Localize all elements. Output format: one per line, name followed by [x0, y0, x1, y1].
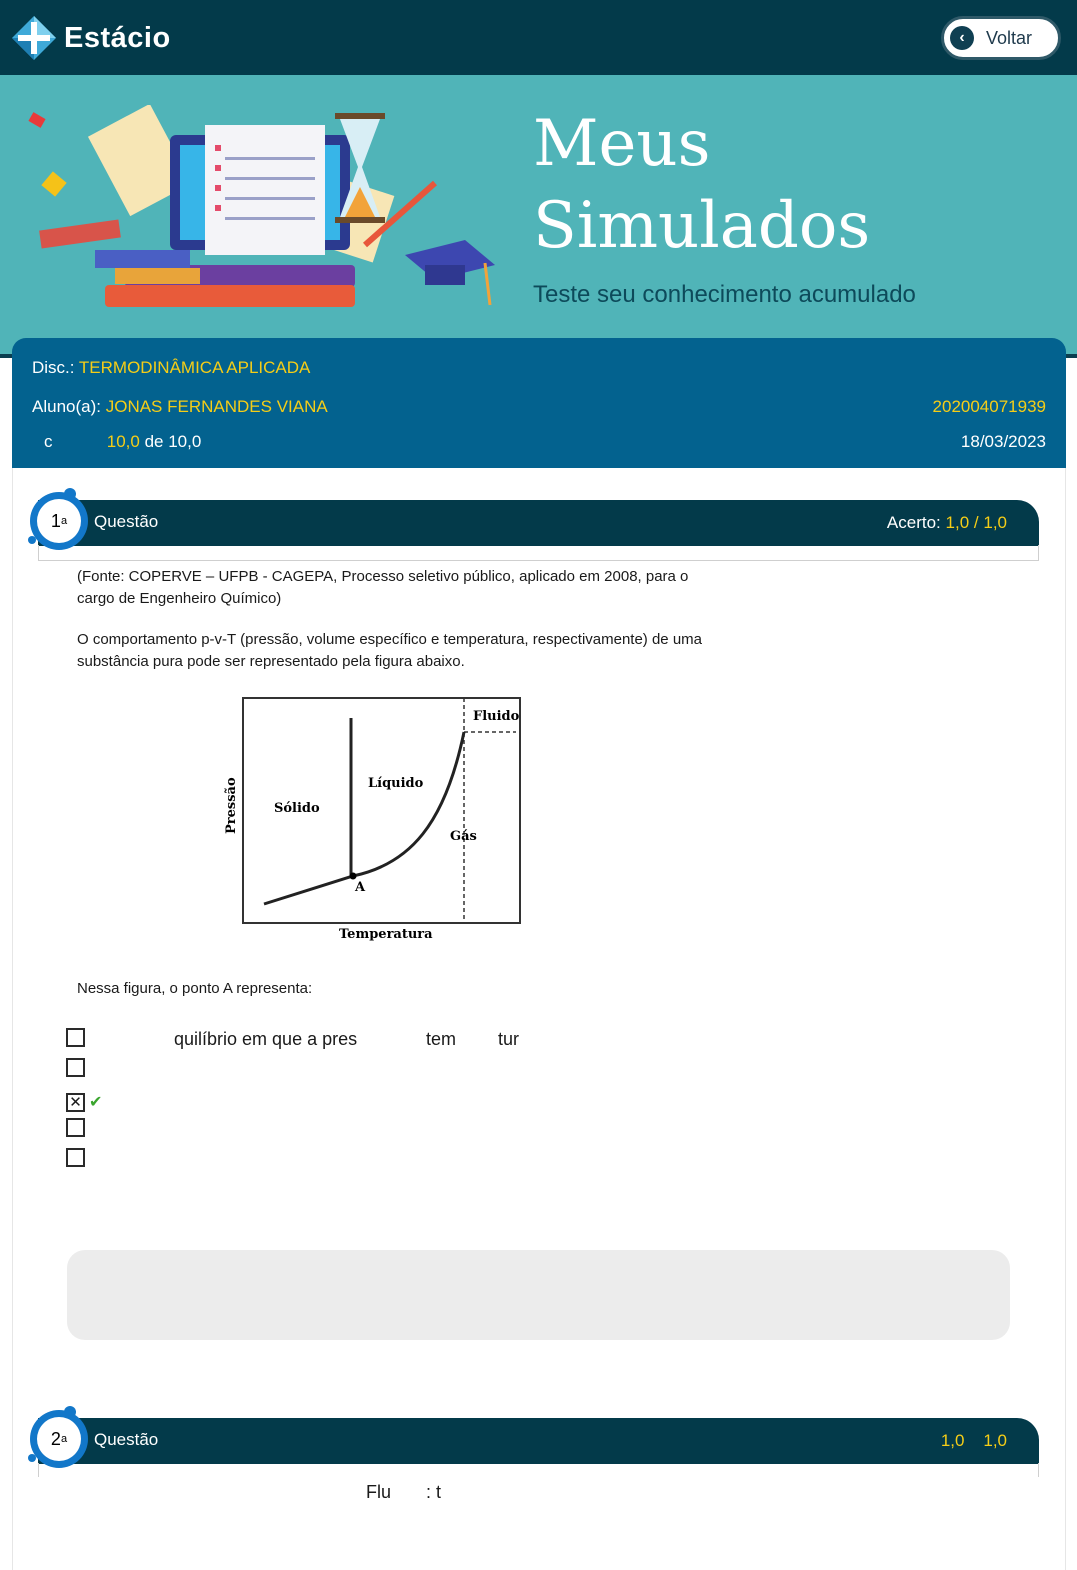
gas-label: Gás [450, 829, 477, 844]
student-id: 202004071939 [932, 397, 1046, 416]
option-5[interactable] [66, 1148, 85, 1167]
question-1-underline [38, 545, 1039, 561]
option-4-checkbox[interactable] [66, 1118, 85, 1137]
option-1[interactable] [66, 1028, 85, 1047]
score-row [32, 432, 1046, 452]
banner-title-line2: Simulados [533, 189, 871, 263]
question-2-underline [38, 1463, 1039, 1477]
back-button-label: Voltar [986, 27, 1033, 48]
question-1-number: 1 [50, 510, 61, 531]
score-total: de 10,0 [144, 432, 202, 451]
option-1-text-part3: tur [498, 1029, 520, 1049]
banner-title [533, 103, 870, 267]
banner-subtitle: Teste seu conhecimento acumulado [533, 281, 916, 308]
hero-banner [0, 75, 1077, 358]
option-1-text-part1: quilíbrio em que a pres [174, 1029, 358, 1049]
question-1-statement: O comportamento p-v-T (pressão, volume específico e temperatura, respectivamente) de uma substância pura pode ser representado pela figura abaixo. [77, 631, 702, 670]
option-1-text-part2: tem [426, 1029, 457, 1049]
option-3-checkbox[interactable]: ✕ [66, 1093, 85, 1112]
question-1-ordinal: a [60, 515, 68, 527]
back-button[interactable] [941, 16, 1061, 60]
correct-check-icon: ✔ [89, 1094, 103, 1111]
question-1-score-label: Acerto: [886, 513, 941, 532]
question-2-number: 2 [50, 1428, 61, 1449]
estacio-logo-icon [10, 14, 58, 62]
score-prefix: c [44, 432, 53, 451]
question-2-label: Questão [94, 1430, 159, 1449]
option-3[interactable] [66, 1092, 102, 1112]
student-row [32, 397, 1046, 417]
question-2-header [38, 1418, 1039, 1464]
fluid-label: Fluido [473, 709, 520, 724]
banner-title-line1: Meus [533, 107, 711, 181]
question-2-score-max: 1,0 [983, 1431, 1007, 1450]
question-1-score-value: 1,0 [945, 513, 970, 532]
question-2-text-part1: Flu [366, 1482, 392, 1502]
discipline-row [32, 358, 1046, 378]
question-1-header [38, 500, 1039, 546]
question-1-score-sep: / [973, 513, 979, 532]
option-1-checkbox[interactable] [66, 1028, 85, 1047]
option-4[interactable] [66, 1118, 85, 1137]
question-1-label: Questão [94, 512, 159, 531]
question-1-score [887, 513, 1007, 533]
brand-name: Estácio [64, 21, 171, 54]
question-2-text-part2: : t [426, 1482, 442, 1502]
discipline-value: TERMODINÂMICA APLICADA [78, 358, 311, 377]
option-2[interactable] [66, 1058, 85, 1077]
score-value: 10,0 [106, 432, 140, 451]
temperature-axis-label: Temperatura [339, 927, 433, 942]
exam-date: 18/03/2023 [960, 432, 1046, 451]
question-2-score [941, 1431, 1007, 1451]
question-1-source: (Fonte: COPERVE – UFPB - CAGEPA, Processo seletivo público, aplicado em 2008, para o cargo de Engenheiro Químico) [77, 568, 689, 607]
discipline-label: Disc.: [32, 358, 75, 377]
question-1-score-max: 1,0 [983, 513, 1007, 532]
top-bar [0, 0, 1077, 75]
question-1-prompt: Nessa figura, o ponto A representa: [77, 980, 313, 997]
option-2-checkbox[interactable] [66, 1058, 85, 1077]
explanation-box [67, 1250, 1010, 1340]
chevron-left-icon: ‹ [950, 26, 974, 50]
student-name: JONAS FERNANDES VIANA [105, 397, 328, 416]
student-label: Aluno(a): [32, 397, 101, 416]
estacio-logo[interactable] [10, 14, 171, 62]
liquid-label: Líquido [368, 776, 424, 791]
phase-diagram-figure [220, 694, 530, 946]
study-illustration [25, 105, 505, 325]
pressure-axis-label: Pressão [224, 777, 239, 834]
exam-info-card [12, 338, 1066, 468]
question-2-score-value: 1,0 [940, 1431, 965, 1450]
question-2-ordinal: a [60, 1433, 68, 1445]
solid-label: Sólido [274, 801, 320, 816]
option-5-checkbox[interactable] [66, 1148, 85, 1167]
point-a-label: A [355, 880, 366, 895]
